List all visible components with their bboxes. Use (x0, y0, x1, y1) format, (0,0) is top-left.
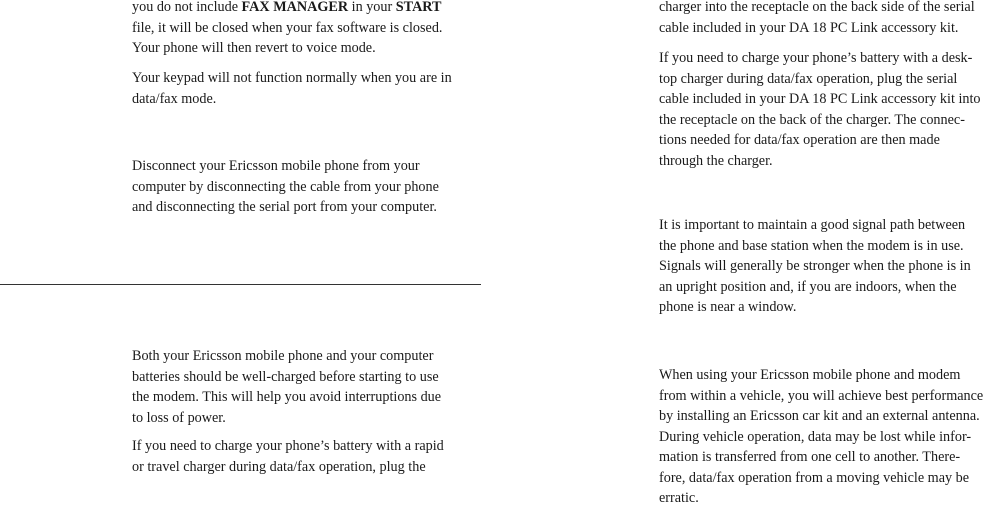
paragraph-line (132, 0, 482, 18)
paragraph-line: Your phone will then revert to voice mode. (132, 40, 376, 56)
paragraph-line: an upright position and, if you are indoors, when the (659, 278, 957, 295)
paragraph-line: or travel charger during data/fax operation, plug the (132, 458, 426, 475)
left-paragraph-rapid-charger (132, 436, 482, 477)
paragraph-line: Signals will generally be stronger when the phone is in (659, 258, 971, 274)
right-paragraph-signal-path (659, 215, 1004, 318)
paragraph-line: fore, data/fax operation from a moving vehicle may be (659, 469, 970, 486)
paragraph-line: through the charger. (659, 152, 773, 169)
paragraph-line: the phone and base station when the modem is in use. (659, 237, 964, 254)
left-paragraph-batteries (132, 346, 482, 428)
right-paragraph-vehicle (659, 365, 1004, 509)
paragraph-line: top charger during data/fax operation, plug the serial (659, 70, 958, 87)
paragraph-line: phone is near a window. (659, 299, 797, 315)
text-run: you do not include (132, 0, 242, 15)
paragraph-line: If you need to charge your phone’s battery with a desk- (659, 50, 973, 66)
paragraph-line: by installing an Ericsson car kit and an external antenna. (659, 408, 980, 424)
paragraph-line: batteries should be well-charged before starting to use (132, 368, 439, 385)
paragraph-line: tions needed for data/fax operation are then made (659, 132, 940, 148)
paragraph-line: Your keypad will not function normally when you are in (132, 70, 452, 86)
fax-manager-term: FAX MANAGER (241, 0, 349, 15)
paragraph-line: file, it will be closed when your fax software is closed. (132, 19, 443, 36)
paragraph-line: the modem. This will help you avoid interruptions due (132, 389, 442, 405)
paragraph-line: mation is transferred from one cell to another. There- (659, 449, 961, 465)
paragraph-line: erratic. (659, 490, 699, 506)
right-paragraph-desktop-charger (659, 48, 1004, 171)
left-paragraph-keypad (132, 68, 482, 109)
paragraph-line: During vehicle operation, data may be lost while infor- (659, 428, 972, 445)
paragraph-line: the receptacle on the back of the charger. The connec- (659, 111, 965, 128)
paragraph-line: to loss of power. (132, 409, 226, 426)
paragraph-line: It is important to maintain a good signal path between (659, 217, 966, 233)
paragraph-line: When using your Ericsson mobile phone and modem (659, 367, 961, 383)
paragraph-line: from within a vehicle, you will achieve best performance (659, 387, 984, 404)
paragraph-line: Disconnect your Ericsson mobile phone from your (132, 158, 420, 174)
paragraph-line: Both your Ericsson mobile phone and your computer (132, 348, 434, 364)
paragraph-line: and disconnecting the serial port from your computer. (132, 199, 437, 215)
text-run: in your (348, 0, 396, 15)
section-divider (0, 284, 481, 285)
paragraph-line: data/fax mode. (132, 90, 217, 107)
left-paragraph-fax-manager (132, 0, 482, 59)
left-paragraph-disconnect (132, 156, 482, 218)
start-term: START (395, 0, 442, 15)
paragraph-line: cable included in your DA 18 PC Link accessory kit into (659, 91, 981, 107)
paragraph-line: cable included in your DA 18 PC Link accessory kit. (659, 19, 959, 36)
paragraph-line: charger into the receptacle on the back side of the serial (659, 0, 975, 15)
paragraph-line: If you need to charge your phone’s battery with a rapid (132, 438, 444, 454)
right-paragraph-serial-cable (659, 0, 1004, 38)
paragraph-line: computer by disconnecting the cable from your phone (132, 178, 439, 195)
